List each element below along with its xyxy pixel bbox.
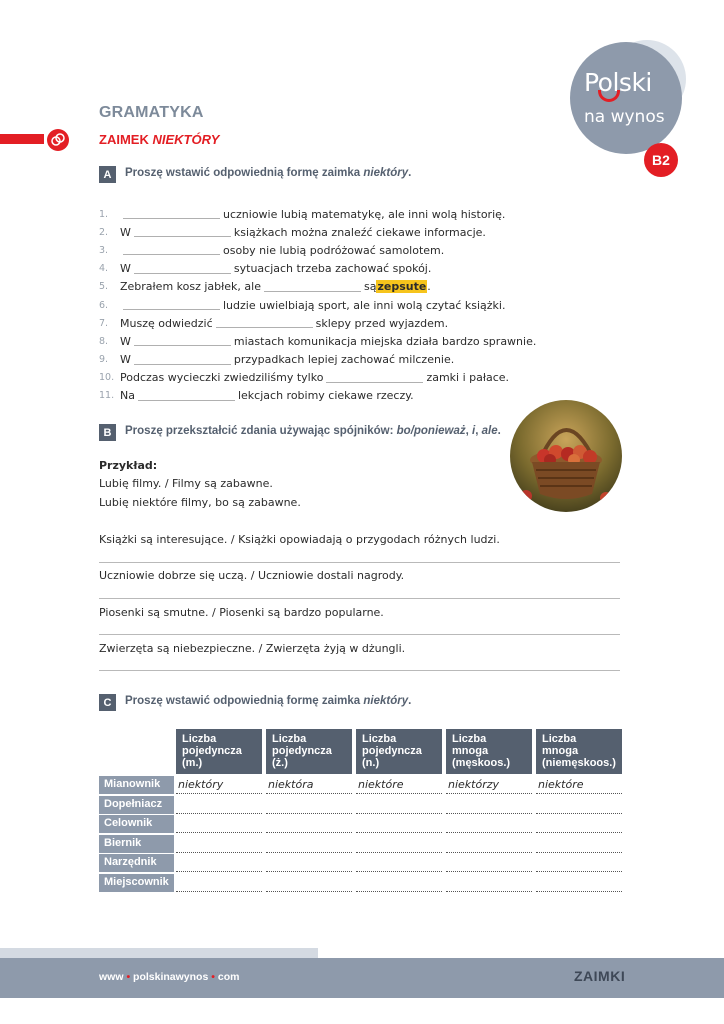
example-label: Przykład: <box>99 459 158 472</box>
table-cell-blank[interactable] <box>536 796 622 814</box>
task-sentence: Książki są interesujące. / Książki opowiadają o przygodach różnych ludzi. <box>99 533 500 546</box>
column-header-line: (n.) <box>362 757 380 769</box>
logo-line-2: na wynos <box>584 107 665 127</box>
exercise-number: 6. <box>99 299 109 311</box>
instruction-text: Proszę wstawić odpowiednią formę zaimka <box>125 167 361 179</box>
answer-blank[interactable] <box>134 227 231 237</box>
exercise-item <box>99 332 569 350</box>
table-cell-blank[interactable] <box>356 874 442 892</box>
column-header-line: Liczba <box>452 733 487 745</box>
instruction-text: Proszę przekształcić zdania używając spójników: <box>125 425 394 437</box>
column-header-line: (męskoos.) <box>452 757 511 769</box>
instruction-suffix: . <box>497 425 501 437</box>
exercise-text-before: Podczas wycieczki zwiedziliśmy tylko <box>120 371 324 385</box>
case-label: Mianownik <box>99 776 174 794</box>
url-part: www <box>99 971 124 983</box>
exercise-item <box>99 260 569 278</box>
table-cell-blank[interactable] <box>266 796 352 814</box>
exercise-number: 8. <box>99 335 109 347</box>
red-accent-bar <box>0 134 44 144</box>
exercise-number: 10. <box>99 372 115 384</box>
case-label: Dopełniacz <box>99 796 174 814</box>
table-cell-blank[interactable] <box>536 854 622 872</box>
column-header <box>176 729 262 774</box>
column-header-line: pojedyncza <box>182 745 242 757</box>
task-sentence: Piosenki są smutne. / Piosenki są bardzo popularne. <box>99 606 384 619</box>
table-cell-blank[interactable] <box>176 796 262 814</box>
answer-blank[interactable] <box>134 264 231 274</box>
instruction-word: niektóry <box>363 167 409 179</box>
footer-title: ZAIMKI <box>574 968 626 984</box>
column-header-line: (ż.) <box>272 757 288 769</box>
footer-strip <box>0 948 318 958</box>
example-line-1: Lubię filmy. / Filmy są zabawne. <box>99 477 273 490</box>
section-b-instruction <box>125 425 501 437</box>
exercise-number: 5. <box>99 281 109 293</box>
column-header-line: (m.) <box>182 757 203 769</box>
exercise-text-after: miastach komunikacja miejska działa bardzo sprawnie. <box>233 334 537 348</box>
table-cell-example: niektóre <box>356 776 442 794</box>
section-c-instruction <box>125 695 411 707</box>
table-cell-blank[interactable] <box>446 815 532 833</box>
table-cell-blank[interactable] <box>446 796 532 814</box>
exercise-text-after: osoby nie lubią podróżować samolotem. <box>223 243 445 257</box>
column-header-line: Liczba <box>362 733 397 745</box>
table-cell-blank[interactable] <box>266 835 352 853</box>
table-cell-blank[interactable] <box>536 835 622 853</box>
exercise-text-before: W <box>120 334 131 348</box>
answer-blank[interactable] <box>134 336 231 346</box>
table-cell-blank[interactable] <box>356 796 442 814</box>
table-cell-blank[interactable] <box>176 874 262 892</box>
exercise-text-before: Na <box>120 389 135 403</box>
table-cell-example: niektóry <box>176 776 262 794</box>
topic-word: NIEKTÓRY <box>152 132 220 147</box>
table-cell-blank[interactable] <box>266 854 352 872</box>
table-cell-example: niektóra <box>266 776 352 794</box>
column-header <box>446 729 532 774</box>
exercise-number: 3. <box>99 244 109 256</box>
answer-line[interactable] <box>99 670 620 671</box>
column-header <box>356 729 442 774</box>
exercise-item <box>99 351 569 369</box>
answer-line[interactable] <box>99 562 620 563</box>
url-dot-icon: • <box>211 971 215 983</box>
column-header <box>536 729 622 774</box>
answer-blank[interactable] <box>134 355 231 365</box>
logo-main-circle <box>570 42 682 154</box>
brand-logo <box>570 40 710 180</box>
separator: , <box>465 425 469 437</box>
exercise-text-after: zamki i pałace. <box>426 371 510 385</box>
conjunction-1: bo/ponieważ <box>396 425 466 437</box>
exercise-text-before: Zebrałem kosz jabłek, ale <box>120 280 261 294</box>
topic-prefix: ZAIMEK <box>99 132 149 147</box>
conjunction-3: ale <box>481 425 498 437</box>
column-header-line: pojedyncza <box>272 745 332 757</box>
apple-basket-photo <box>510 400 622 512</box>
exercise-item <box>99 387 569 405</box>
exercise-item <box>99 205 569 223</box>
exercise-item <box>99 241 569 259</box>
case-label: Celownik <box>99 815 174 833</box>
answer-blank[interactable] <box>264 282 361 292</box>
answer-line[interactable] <box>99 634 620 635</box>
exercise-text-before: W <box>120 225 131 239</box>
instruction-word: niektóry <box>363 695 409 707</box>
topic-title <box>99 132 219 147</box>
section-a-instruction <box>125 167 411 179</box>
exercise-text-after: sytuacjach trzeba zachować spokój. <box>233 262 432 276</box>
logo-smile-icon <box>598 90 620 102</box>
exercise-text-after: ludzie uwielbiają sport, ale inni wolą czytać książki. <box>223 298 506 312</box>
exercise-text-after: sklepy przed wyjazdem. <box>315 316 449 330</box>
exercise-text-end: . <box>427 280 431 294</box>
task-sentence: Uczniowie dobrze się uczą. / Uczniowie dostali nagrody. <box>99 569 405 582</box>
section-c-badge: C <box>99 694 116 711</box>
instruction-text: Proszę wstawić odpowiednią formę zaimka <box>125 695 361 707</box>
exercise-number: 11. <box>99 390 115 402</box>
case-label: Biernik <box>99 835 174 853</box>
exercise-item <box>99 296 569 314</box>
section-b-badge: B <box>99 424 116 441</box>
instruction-suffix: . <box>408 167 412 179</box>
column-header-line: mnoga <box>542 745 579 757</box>
exercise-item <box>99 314 569 332</box>
exercise-text-after: przypadkach lepiej zachować milczenie. <box>233 353 455 367</box>
example-line-2: Lubię niektóre filmy, bo są zabawne. <box>99 496 301 509</box>
exercise-text-before: W <box>120 353 131 367</box>
exercise-item <box>99 278 569 296</box>
table-cell-blank[interactable] <box>446 854 532 872</box>
url-part: com <box>217 971 240 983</box>
table-cell-blank[interactable] <box>536 874 622 892</box>
exercise-number: 4. <box>99 263 109 275</box>
instruction-suffix: . <box>408 695 412 707</box>
exercise-number: 9. <box>99 354 109 366</box>
highlighted-word: zepsute <box>377 280 427 294</box>
table-cell-example: niektórzy <box>446 776 532 794</box>
table-cell-blank[interactable] <box>356 854 442 872</box>
case-label: Miejscownik <box>99 874 174 892</box>
case-label: Narzędnik <box>99 854 174 872</box>
answer-blank[interactable] <box>326 373 423 383</box>
conjunction-2: i <box>472 425 476 437</box>
exercise-text-before: Muszę odwiedzić <box>120 316 213 330</box>
table-cell-example: niektóre <box>536 776 622 794</box>
answer-blank[interactable] <box>216 318 313 328</box>
column-header-line: pojedyncza <box>362 745 422 757</box>
exercise-text-after: lekcjach robimy ciekawe rzeczy. <box>237 389 414 403</box>
exercise-text-after: uczniowie lubią matematykę, ale inni wolą historię. <box>223 207 506 221</box>
grammar-icon <box>47 129 69 151</box>
table-cell-blank[interactable] <box>446 874 532 892</box>
footer-url[interactable] <box>99 971 239 983</box>
column-header-line: Liczba <box>272 733 307 745</box>
table-cell-blank[interactable] <box>356 815 442 833</box>
exercise-text-before: W <box>120 262 131 276</box>
table-cell-blank[interactable] <box>266 874 352 892</box>
table-cell-blank[interactable] <box>176 815 262 833</box>
answer-line[interactable] <box>99 598 620 599</box>
exercise-item <box>99 223 569 241</box>
exercise-list-a <box>99 205 569 405</box>
url-part: polskinawynos <box>133 971 209 983</box>
exercise-number: 2. <box>99 226 109 238</box>
exercise-number: 1. <box>99 208 109 220</box>
section-a-badge: A <box>99 166 116 183</box>
table-cell-blank[interactable] <box>176 835 262 853</box>
separator: , <box>475 425 479 437</box>
answer-blank[interactable] <box>123 300 220 310</box>
table-cell-blank[interactable] <box>266 815 352 833</box>
answer-blank[interactable] <box>123 245 220 255</box>
url-dot-icon: • <box>126 971 131 983</box>
table-cell-blank[interactable] <box>536 815 622 833</box>
column-header <box>266 729 352 774</box>
column-header-line: (niemęskoos.) <box>542 757 616 769</box>
answer-blank[interactable] <box>138 391 235 401</box>
exercise-text-after: książkach można znaleźć ciekawe informacje. <box>233 225 486 239</box>
logo-line-1: Polski <box>584 68 652 97</box>
column-header-line: Liczba <box>542 733 577 745</box>
column-header-line: mnoga <box>452 745 489 757</box>
level-badge: B2 <box>644 143 678 177</box>
section-title: GRAMATYKA <box>99 104 204 121</box>
exercise-number: 7. <box>99 317 109 329</box>
table-cell-blank[interactable] <box>446 835 532 853</box>
table-cell-blank[interactable] <box>356 835 442 853</box>
table-cell-blank[interactable] <box>176 854 262 872</box>
column-header-line: Liczba <box>182 733 217 745</box>
exercise-text-after: są <box>363 280 377 294</box>
exercise-item <box>99 369 569 387</box>
answer-blank[interactable] <box>123 209 220 219</box>
task-sentence: Zwierzęta są niebezpieczne. / Zwierzęta żyją w dżungli. <box>99 642 406 655</box>
